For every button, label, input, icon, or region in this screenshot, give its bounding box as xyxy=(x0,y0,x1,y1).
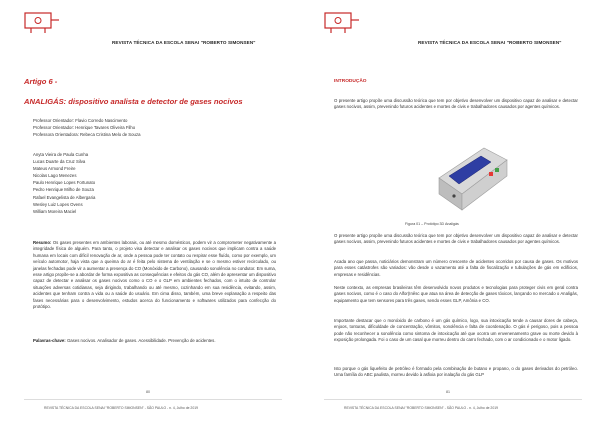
journal-logo-icon xyxy=(324,12,360,34)
page-footer: REVISTA TÉCNICA DA ESCOLA SENAI "ROBERTO SIMONSEN" - SÃO PAULO - n. 4, Julho de 2019 xyxy=(344,406,498,410)
abstract xyxy=(33,240,276,310)
body-paragraph: O presente artigo propõe uma discussão teórica que tem por objetivo desenvolver um dispositivo capaz de analisar e detectar gases nocivos, assim, prevenindo futuros acidentes e mortes de civis e trabalhadores causados por agentes químicos. xyxy=(334,233,578,245)
footer-divider xyxy=(24,399,282,400)
author: Lucas Duarte da Cruz Silva xyxy=(33,159,86,165)
figure-caption: Figura 01 – Protótipo 3D Analigás xyxy=(405,222,459,226)
prototype-3d-figure xyxy=(429,138,513,218)
author: Rafael Evangelista de Albergaria xyxy=(33,194,96,200)
keywords-text: Gases nocivos. Analisador de gases. Acessibilidade. Prevenção de acidentes. xyxy=(66,338,216,343)
section-title: INTRODUÇÃO xyxy=(334,79,367,84)
journal-logo-icon xyxy=(24,12,60,34)
journal-header: REVISTA TÉCNICA DA ESCOLA SENAI "ROBERTO SIMONSEN" xyxy=(418,40,562,45)
page-number: 81 xyxy=(446,390,450,394)
page-footer: REVISTA TÉCNICA DA ESCOLA SENAI "ROBERTO SIMONSEN" - SÃO PAULO - n. 4, Julho de 2019 xyxy=(44,406,198,410)
body-paragraph: Neste contexto, as empresas brasileiras têm desenvolvido novos produtos e tecnologias para proteger civis em geral contra gases nocivos, como é o caso do Alfor(Inêsc que atua na área de detecção de gases tóxicos, lançando no mercado o Analigás, equipamento que tem sensores para três gases, sendo esses GLP, Amônia e CO. xyxy=(334,285,578,303)
body-paragraph: Isto porque o gás liquefeito de petróleo é formado pela combinação de butano e propano, o do gases derivados do petróleo. Uma família do ABC paulista, morreu devido à asfixia por inalação do gás GLP xyxy=(334,366,578,378)
article-label: Artigo 6 - xyxy=(24,77,58,86)
author: Wesley Luiz Lopes Ovens xyxy=(33,201,83,207)
authors-list xyxy=(33,151,95,215)
author: Paulo Henrique Lopes Fortunato xyxy=(33,180,96,186)
advisors-list xyxy=(33,117,140,138)
abstract-text: Os gases presentes em ambientes laborais, ou até mesmo domésticos, podem vir a comprometer negativamente a integridade física de alguém. Para tanto, o projeto visa detectar e analisar os gases nocivos que implicam contra a saúde humana em locais com dificil renovação de ar, onde a pessoa pode ter contato ou respirar esse fluído, como por exemplo, um veículo automotor, haja vista que a queima do ar é feita pelo sistema de ventilação e se o mesmo estiver recirculado, ou janelas fechadas pode vir a aumentar a presença do CO (Monóxido de Carbono), causando sonolência no condutor. Em suma, esse artigo propõe-se a abordar de forma expositiva as consequências e efeitos do gás CO, além de apresentar um dispositivo capaz de detectar e analisar os gases nocivos como o CO e o GLP em ambientes fechados, com o intuito de controlar situações adversas cotidianas, seja dirigindo, trabalhando ou até mesmo, cozinhando em sua residência, evitando, assim, acidentes que tenham contra a vida ou a saúde do usuário. Em cima disso, também, uma breve explanação a respeito das fases necessárias para o desenvolvimento, estudos acerca do funcionamento e softwares utilizados para confecção do protótipo. xyxy=(33,240,276,310)
article-title: ANALIGÁS: dispositivo analista e detector de gases nocivos xyxy=(24,97,243,106)
author: Anyta Vieira de Paula Cunha xyxy=(33,152,89,157)
keywords-label: Palavras-chave: xyxy=(33,338,66,343)
journal-header: REVISTA TÉCNICA DA ESCOLA SENAI "ROBERTO SIMONSEN" xyxy=(112,40,256,45)
body-paragraph: Importante destacar que o monóxido de carbono é um gás químico, logo, sua intoxicação tende a causar dores de cabeça, enjoos, tonturas, dificuldade de concentração, vômitos, sonolência e falta de coordenação. O gás é perigoso, pois a pessoa pode não reconhecer a sonolência como sintoma de intoxicação até que ocorra um envenenamento grave ou morte devido à exposição prolongada. Foi o caso de um casal que morreu dentro do carro fechado, com o ar condicionado e o motor ligado. xyxy=(334,318,578,343)
advisor: Professora Orientadora: Rebeca Cristina Melo de Souza xyxy=(33,132,141,138)
footer-divider xyxy=(324,399,582,400)
abstract-label: Resumo: xyxy=(33,240,52,245)
author: Pedro Henrique Milho de Souza xyxy=(33,187,94,193)
intro-paragraph: O presente artigo propõe uma discussão teórica que tem por objetivo desenvolver um dispositivo capaz de analisar e detectar gases nocivos, assim, prevenindo futuros acidentes e mortes de civis e trabalhadores causados por agentes químicos. xyxy=(334,98,578,110)
author: William Moreira Maciel xyxy=(33,208,77,214)
advisor: Professor Orientador: Henrique Tavares Oliveira Filho xyxy=(33,125,136,131)
author: Nicolas Lago Menezes xyxy=(33,173,77,179)
page-number: 80 xyxy=(146,390,150,394)
author: Mateus Armond Freire xyxy=(33,166,76,172)
advisor: Professor Orientador: Flavio Corredo Nascimento xyxy=(33,118,128,123)
keywords xyxy=(33,338,276,344)
body-paragraph: Acada ano que passa, noticiários demonstram um número crescente de acidentes ocorridos por causa de gases. Os motivos para esses catástrofes são variados: vão desde o vazamento até a falta de fiscalização e tubulações de gás em edifícios, empresas e residências. xyxy=(334,259,578,277)
